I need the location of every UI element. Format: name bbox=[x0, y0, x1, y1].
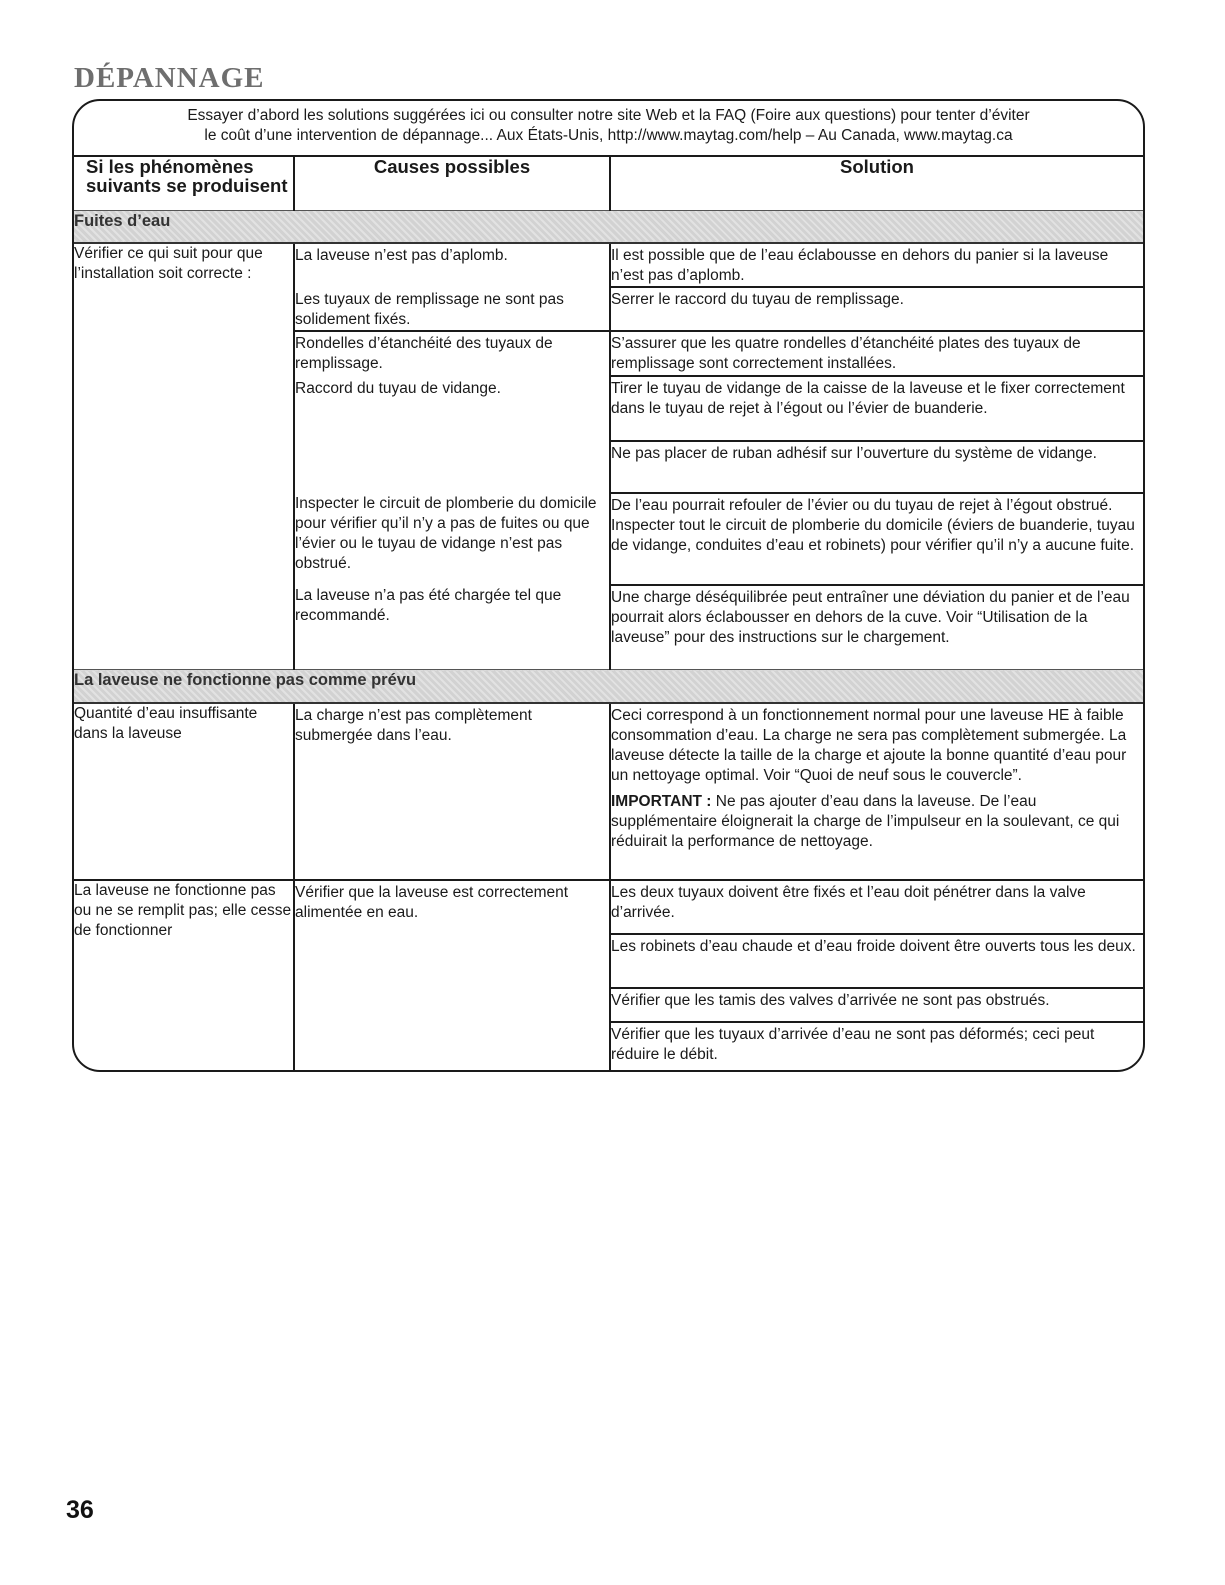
solution-item: Il est possible que de l’eau éclabousse en dehors du panier si la laveuse n’est pas d’aplomb. bbox=[611, 244, 1143, 288]
table-row bbox=[74, 703, 1143, 880]
table-row bbox=[74, 880, 1143, 1073]
table-header-row bbox=[74, 156, 1143, 210]
troubleshooting-table bbox=[74, 155, 1143, 1072]
section-band-water-leaks bbox=[74, 210, 1143, 243]
solution-item: De l’eau pourrait refouler de l’évier ou du tuyau de rejet à l’égout obstrué. Inspecter tout le circuit de plomberie du domicile (éviers de buanderie, tuyau de vidange, conduites d’eau et robinets) pour vérifier qu’il n’y a aucune fuite. bbox=[611, 494, 1143, 586]
section-title: Fuites d’eau bbox=[74, 210, 1143, 243]
symptom-text: Vérifier ce qui suit pour que l’installation soit correcte : bbox=[74, 245, 263, 282]
troubleshooting-frame bbox=[72, 99, 1145, 1072]
solution-item: S’assurer que les quatre rondelles d’étanchéité plates des tuyaux de remplissage sont correctement installées. bbox=[611, 332, 1143, 377]
causes-cell bbox=[294, 880, 610, 1073]
cause-item: La laveuse n’est pas d’aplomb. bbox=[295, 247, 508, 264]
cause-item: Inspecter le circuit de plomberie du domicile pour vérifier qu’il n’y a pas de fuites ou que l’évier ou le tuyau de vidange n’est pas obstrué. bbox=[295, 495, 597, 572]
section-band-washer-not-working bbox=[74, 670, 1143, 703]
cause-item: Vérifier que la laveuse est correctement alimentée en eau. bbox=[295, 883, 569, 921]
section-title: La laveuse ne fonctionne pas comme prévu bbox=[74, 670, 1143, 703]
symptom-text: Quantité d’eau insuffisante dans la laveuse bbox=[74, 704, 258, 742]
cause-item: La laveuse n’a pas été chargée tel que recommandé. bbox=[295, 587, 562, 624]
solution-cell bbox=[610, 880, 1143, 1073]
symptom-cell bbox=[74, 243, 294, 670]
symptom-cell bbox=[74, 880, 294, 1073]
page-title: DÉPANNAGE bbox=[74, 62, 265, 94]
solution-item: Ceci correspond à un fonctionnement normal pour une laveuse HE à faible consommation d’eau. La charge ne sera pas complètement submergée. La laveuse détecte la taille de la charge et ajoute la bonne quantité d’eau pour un nettoyage optimal. Voir “Quoi de neuf sous le couvercle”. bbox=[611, 706, 1127, 784]
solution-item: Vérifier que les tuyaux d’arrivée d’eau ne sont pas déformés; ceci peut réduire le débit. bbox=[611, 1025, 1095, 1063]
solution-item: Vérifier que les tamis des valves d’arrivée ne sont pas obstrués. bbox=[611, 989, 1143, 1023]
solution-item: Les robinets d’eau chaude et d’eau froide doivent être ouverts tous les deux. bbox=[611, 935, 1143, 989]
symptom-text: La laveuse ne fonctionne pas ou ne se remplit pas; elle cesse de fonctionner bbox=[74, 881, 292, 939]
intro-text bbox=[74, 101, 1143, 155]
cause-item: Raccord du tuyau de vidange. bbox=[295, 380, 501, 397]
important-text: Ne pas ajouter d’eau dans la laveuse. De l’eau supplémentaire éloignerait la charge de l’impulseur en la soulevant, ce qui réduirait la performance de nettoyage. bbox=[611, 792, 1120, 850]
header-symptoms: Si les phénomènes suivants se produisent bbox=[74, 156, 294, 210]
symptom-cell bbox=[74, 703, 294, 880]
solution-item: Une charge déséquilibrée peut entraîner une déviation du panier et de l’eau pourrait alors éclabousser en dehors de la cuve. Voir “Utilisation de la laveuse” pour des instructions sur le chargement. bbox=[611, 589, 1130, 646]
table-row bbox=[74, 243, 1143, 670]
cause-item: La charge n’est pas complètement submergée dans l’eau. bbox=[295, 706, 532, 744]
page-number: 36 bbox=[66, 1496, 94, 1524]
cause-item: Les tuyaux de remplissage ne sont pas solidement fixés. bbox=[295, 288, 609, 332]
important-label: IMPORTANT : bbox=[611, 792, 712, 810]
solution-item: Ne pas placer de ruban adhésif sur l’ouverture du système de vidange. bbox=[611, 442, 1143, 494]
cause-item: Rondelles d’étanchéité des tuyaux de remplissage. bbox=[295, 335, 553, 372]
solution-cell bbox=[610, 703, 1143, 880]
solution-item: Serrer le raccord du tuyau de remplissage. bbox=[611, 288, 1143, 332]
solution-cell bbox=[610, 243, 1143, 670]
intro-line: le coût d’une intervention de dépannage... Aux États-Unis, http://www.maytag.com/help – Au Canada, www.maytag.ca bbox=[204, 127, 1013, 144]
intro-line: Essayer d’abord les solutions suggérées ici ou consulter notre site Web et la FAQ (Foire aux questions) pour tenter d’éviter bbox=[187, 107, 1030, 124]
header-solution: Solution bbox=[610, 156, 1143, 210]
causes-cell bbox=[294, 243, 610, 670]
header-causes: Causes possibles bbox=[294, 156, 610, 210]
solution-item: Les deux tuyaux doivent être fixés et l’eau doit pénétrer dans la valve d’arrivée. bbox=[611, 881, 1143, 935]
causes-cell bbox=[294, 703, 610, 880]
important-note bbox=[611, 792, 1143, 852]
solution-item: Tirer le tuyau de vidange de la caisse de la laveuse et le fixer correctement dans le tuyau de rejet à l’égout ou l’évier de buanderie. bbox=[611, 377, 1143, 442]
